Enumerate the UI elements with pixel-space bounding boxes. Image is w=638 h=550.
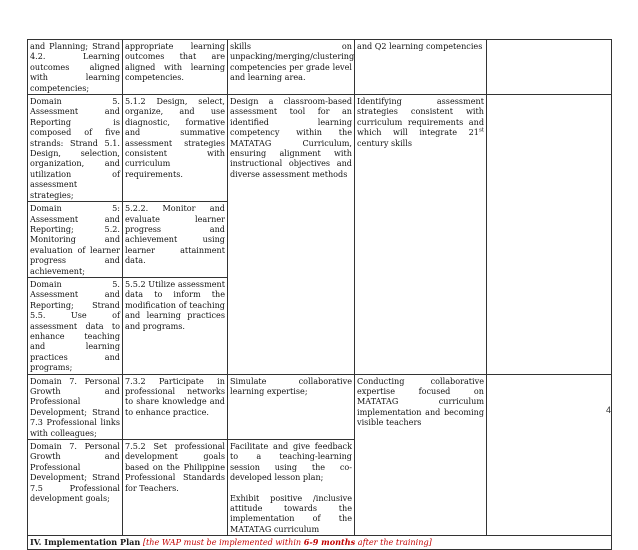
activity-cell: Simulate collaborative learning expertise; [228,374,355,439]
outcome-cell: and Q2 learning competencies [355,40,487,95]
domain-strand-cell: and Planning; Strand 4.2. Learning outcomes aligned with learning competencies; [28,40,123,95]
empty-cell [487,374,612,536]
domain-strand-cell: Domain 5: Assessment and Reporting; 5.2. Monitoring and evaluation of learner progress and achievement; [28,202,123,278]
activity-cell: skills on unpacking/merging/clustering competencies per grade level and learning area. [228,40,355,95]
indicator-cell: appropriate learning outcomes that are aligned with learning competencies. [123,40,228,95]
indicator-cell: 7.3.2 Participate in professional networks to share knowledge and to enhance practice. [123,374,228,439]
indicator-cell: 5.1.2 Design, select, organize, and use diagnostic, formative and summative assessment strategies consistent with curriculum requirements. [123,95,228,202]
implementation-plan-heading: IV. Implementation Plan [the WAP must be implemented within 6-9 months after the training] [28,536,612,549]
domain-strand-cell: Domain 7. Personal Growth and Professional Development; Strand 7.3 Professional links with colleagues; [28,374,123,439]
indicator-cell: 5.5.2 Utilize assessment data to inform the modification of teaching and learning practices and programs. [123,277,228,374]
outcome-cell: Identifying assessment strategies consistent with curriculum requirements and which will integrate 21st century skills [355,95,487,375]
activity-cell: Design a classroom-based assessment tool for an identified learning competency within the MATATAG Curriculum, ensuring alignment with instructional objectives and diverse assessment methods [228,95,355,375]
page-number: 4 [605,405,611,415]
section-title: IV. Implementation Plan [30,537,141,548]
indicator-cell: 7.5.2 Set professional development goals based on the Philippine Professional Standards for Teachers. [123,440,228,536]
activity-text: Facilitate and give feedback to a teaching-learning session using the co-developed lesson plan; [230,441,352,483]
activity-cell [228,440,355,536]
competency-table [27,39,612,550]
domain-strand-cell: Domain 5. Assessment and Reporting is composed of five strands: Strand 5.1. Design, selection, organization, and utilization of assessment strategies; [28,95,123,202]
outcome-cell: Conducting collaborative expertise focused on MATATAG curriculum implementation and becoming visible teachers [355,374,487,536]
table-row [28,95,612,202]
activity-text: Exhibit positive /inclusive attitude towards the implementation of the MATATAG curriculum [230,492,352,534]
indicator-cell: 5.2.2. Monitor and evaluate learner progress and achievement using learner attainment data. [123,202,228,278]
table-row [28,374,612,439]
domain-strand-cell: Domain 7. Personal Growth and Professional Development; Strand 7.5 Professional development goals; [28,440,123,536]
table-row [28,40,612,95]
domain-strand-cell: Domain 5. Assessment and Reporting; Strand 5.5. Use of assessment data to enhance teaching and learning practices and programs; [28,277,123,374]
empty-cell [487,40,612,95]
empty-cell [487,95,612,375]
implementation-row [28,536,612,549]
